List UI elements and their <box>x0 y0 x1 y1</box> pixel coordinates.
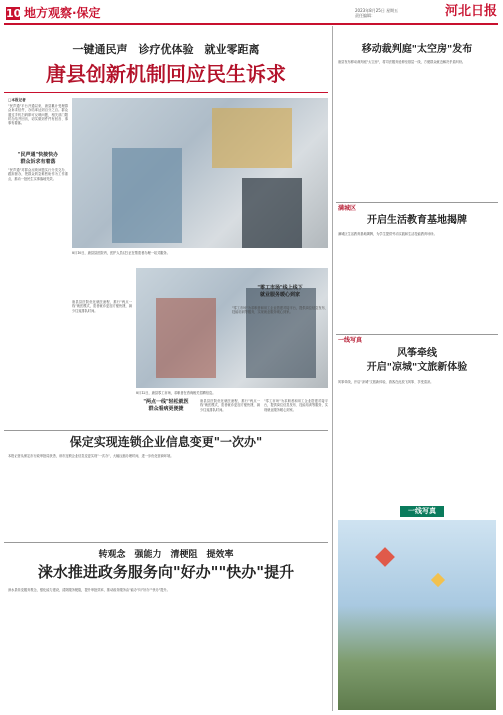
right-rule-2 <box>336 334 498 335</box>
right-body-2: 满城区生活教育基地揭牌，为学生提供劳动实践和生活技能教育场所。 <box>338 232 437 236</box>
bottom-headline: 涞水推进政务服务向"好办""快办"提升 <box>37 563 295 581</box>
lead-subhead-4b: 就业服务暖心到家 <box>259 292 300 298</box>
middle-body: 本报记者从保定市行政审批局获悉，该市连锁企业信息变更实现"一次办"，大幅压缩办理时间，进一步优化营商环境。 <box>8 454 174 458</box>
photo-sign-shape <box>212 108 292 168</box>
newspaper-logo: 河北日报 <box>445 4 498 19</box>
lead-col1-p1: "民声通"平台开通以来，唐县累计受理群众诉求信件，办结率达到百分之百。群众通过手机扫码即可反映问题，相关部门限时办结并回访，切实做到件件有回音、事事有着落。 <box>8 104 68 126</box>
middle-headline: 保定实现连锁企业信息变更"一次办" <box>69 435 263 449</box>
lead-byline: □本报记者 <box>8 98 26 102</box>
lead-kicker: 一键通民声 诊疗优体验 就业零距离 <box>72 43 260 56</box>
right-headline-3: 风筝牵线 <box>397 348 437 359</box>
kite-icon <box>431 573 445 587</box>
date-line: 2023年8月25日 星期五 <box>355 8 399 13</box>
right-tag-1: 满城区 <box>338 205 357 212</box>
lead-headline: 唐县创新机制回应民生诉求 <box>46 62 286 86</box>
lead-subhead-2b: 群众看病更便捷 <box>148 406 184 412</box>
lead-photo-caption-1: 8月10日，唐县县医院内，医护人员(左)正在帮患者办理一站式服务。 <box>72 251 170 255</box>
right-tag-2: 一线写真 <box>338 337 363 344</box>
right-body-1: 唐县发布移动裁判庭"太空房"，将司法服务延伸至基层一线，方便群众就近解决矛盾纠纷。 <box>338 60 466 64</box>
lead-col1-p2: "民声通"对群众反映问题实行分类交办、跟踪督办，把群众的急难愁盼作为工作重点，推动一批民生实事落地见效。 <box>8 168 68 181</box>
right-body-3: 风筝牵线，开启"凉城"文旅新体验，游客在此放飞风筝、享受清凉。 <box>338 380 434 384</box>
right-rule-1 <box>336 202 498 203</box>
right-headline-2: 开启生活教育基地揭牌 <box>367 215 467 226</box>
photo-figure-shape <box>112 148 182 243</box>
lead-subhead-2: "两点一线"轻松就医 <box>143 399 189 405</box>
lead-col2-text: 唐县县医院优化就医流程，推行"两点一线"就医模式，患者就诊更加方便快捷，减少往返排队时间。 <box>72 300 132 313</box>
lead-col4-text: "零工市场"为求职者和用工企业搭建对接平台，提供岗位信息发布、技能培训等服务，实现就业服务暖心到家。 <box>264 399 328 412</box>
middle-rule <box>4 430 328 431</box>
kite-icon <box>375 547 395 567</box>
date-meta <box>355 8 398 18</box>
lead-subhead-4: "零工市场"线上线下 <box>257 285 303 291</box>
lead-photo-caption-2: 8月12日，唐县零工市场，求职者在咨询相关招聘信息。 <box>136 391 216 395</box>
lead-col3-text: 唐县县医院优化就医流程，推行"两点一线"就医模式，患者就诊更加方便快捷，减少往返排队时间。 <box>200 399 260 412</box>
lead-subhead-1b: 群众诉求有着落 <box>20 159 56 165</box>
bottom-kicker: 转观念 强能力 清梗阻 提效率 <box>98 550 234 560</box>
page-number: 10 <box>6 7 22 20</box>
bottom-rule <box>4 542 328 543</box>
column-divider <box>332 26 333 711</box>
lead-right-column-text: "零工市场"为求职者和用工企业搭建对接平台，提供岗位信息发布、技能培训等服务，实现就业服务暖心到家。 <box>232 306 328 315</box>
right-headline-4: 开启"凉城"文旅新体验 <box>366 362 468 373</box>
lead-subhead-1: "民声通"快接快办 <box>17 152 59 158</box>
editor-line: 责任编辑： <box>355 13 375 18</box>
lead-rule <box>4 92 328 93</box>
photo-figure-shape-2 <box>242 178 302 248</box>
yx-badge: 一线写真 <box>400 506 444 517</box>
right-photo-kites <box>338 520 496 710</box>
right-headline-1: 移动裁判庭"太空房"发布 <box>361 44 473 55</box>
lead-photo-hospital <box>72 98 328 248</box>
section-title: 地方观察·保定 <box>24 6 101 20</box>
photo-figure-shape-3 <box>156 298 216 378</box>
bottom-body: 涞水县转变服务观念，强化能力建设，清除服务梗阻，提升审批效率，推动政务服务由"能办"向"好办""快办"提升。 <box>8 588 170 592</box>
header-rule <box>4 23 498 25</box>
